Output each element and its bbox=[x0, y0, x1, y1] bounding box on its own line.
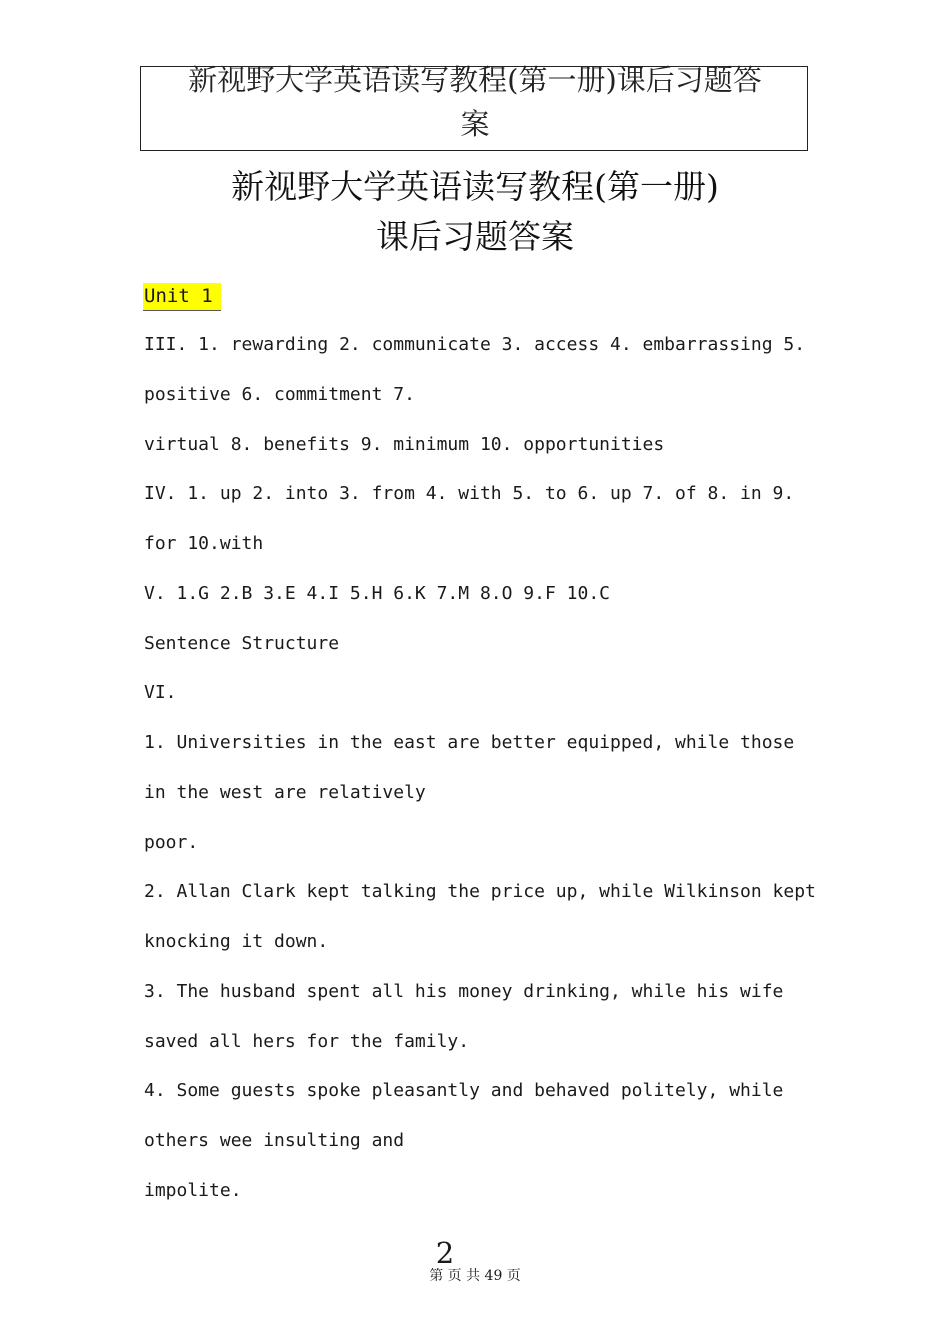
answer-line: 2. Allan Clark kept talking the price up, while Wilkinson kept bbox=[144, 881, 816, 902]
unit-label: Unit 1 bbox=[143, 283, 221, 311]
answer-line: for 10.with bbox=[144, 533, 264, 554]
answer-line: 3. The husband spent all his money drinking, while his wife bbox=[144, 981, 784, 1002]
answer-line: virtual 8. benefits 9. minimum 10. opportunities bbox=[144, 434, 665, 455]
answer-line: knocking it down. bbox=[144, 931, 329, 952]
answer-line: V. 1.G 2.B 3.E 4.I 5.H 6.K 7.M 8.O 9.F 10.C bbox=[144, 583, 610, 604]
answer-line: saved all hers for the family. bbox=[144, 1031, 470, 1052]
header-title bbox=[140, 58, 810, 146]
answer-line: poor. bbox=[144, 832, 199, 853]
page-number: 2 bbox=[435, 1236, 455, 1270]
answer-line: 1. Universities in the east are better equipped, while those bbox=[144, 732, 795, 753]
document-title-line-1: 新视野大学英语读写教程(第一册) bbox=[231, 167, 719, 206]
section-heading: Sentence Structure bbox=[144, 633, 340, 654]
answer-line: 4. Some guests spoke pleasantly and behaved politely, while bbox=[144, 1080, 784, 1101]
document-title-line-2: 课后习题答案 bbox=[376, 217, 574, 256]
answer-line: in the west are relatively bbox=[144, 782, 426, 803]
page-footer: 第 页 共 49 页 bbox=[429, 1268, 521, 1284]
answer-line: III. 1. rewarding 2. communicate 3. access 4. embarrassing 5. bbox=[144, 334, 806, 355]
answer-line: impolite. bbox=[144, 1180, 242, 1201]
answer-line: VI. bbox=[144, 682, 177, 703]
document-title bbox=[0, 162, 950, 262]
answer-line: IV. 1. up 2. into 3. from 4. with 5. to 6. up 7. of 8. in 9. bbox=[144, 483, 795, 504]
header-title-line-2: 案 bbox=[460, 107, 490, 141]
answer-line: others wee insulting and bbox=[144, 1130, 405, 1151]
header-title-line-1: 新视野大学英语读写教程(第一册)课后习题答 bbox=[188, 63, 762, 97]
answer-line: positive 6. commitment 7. bbox=[144, 384, 415, 405]
